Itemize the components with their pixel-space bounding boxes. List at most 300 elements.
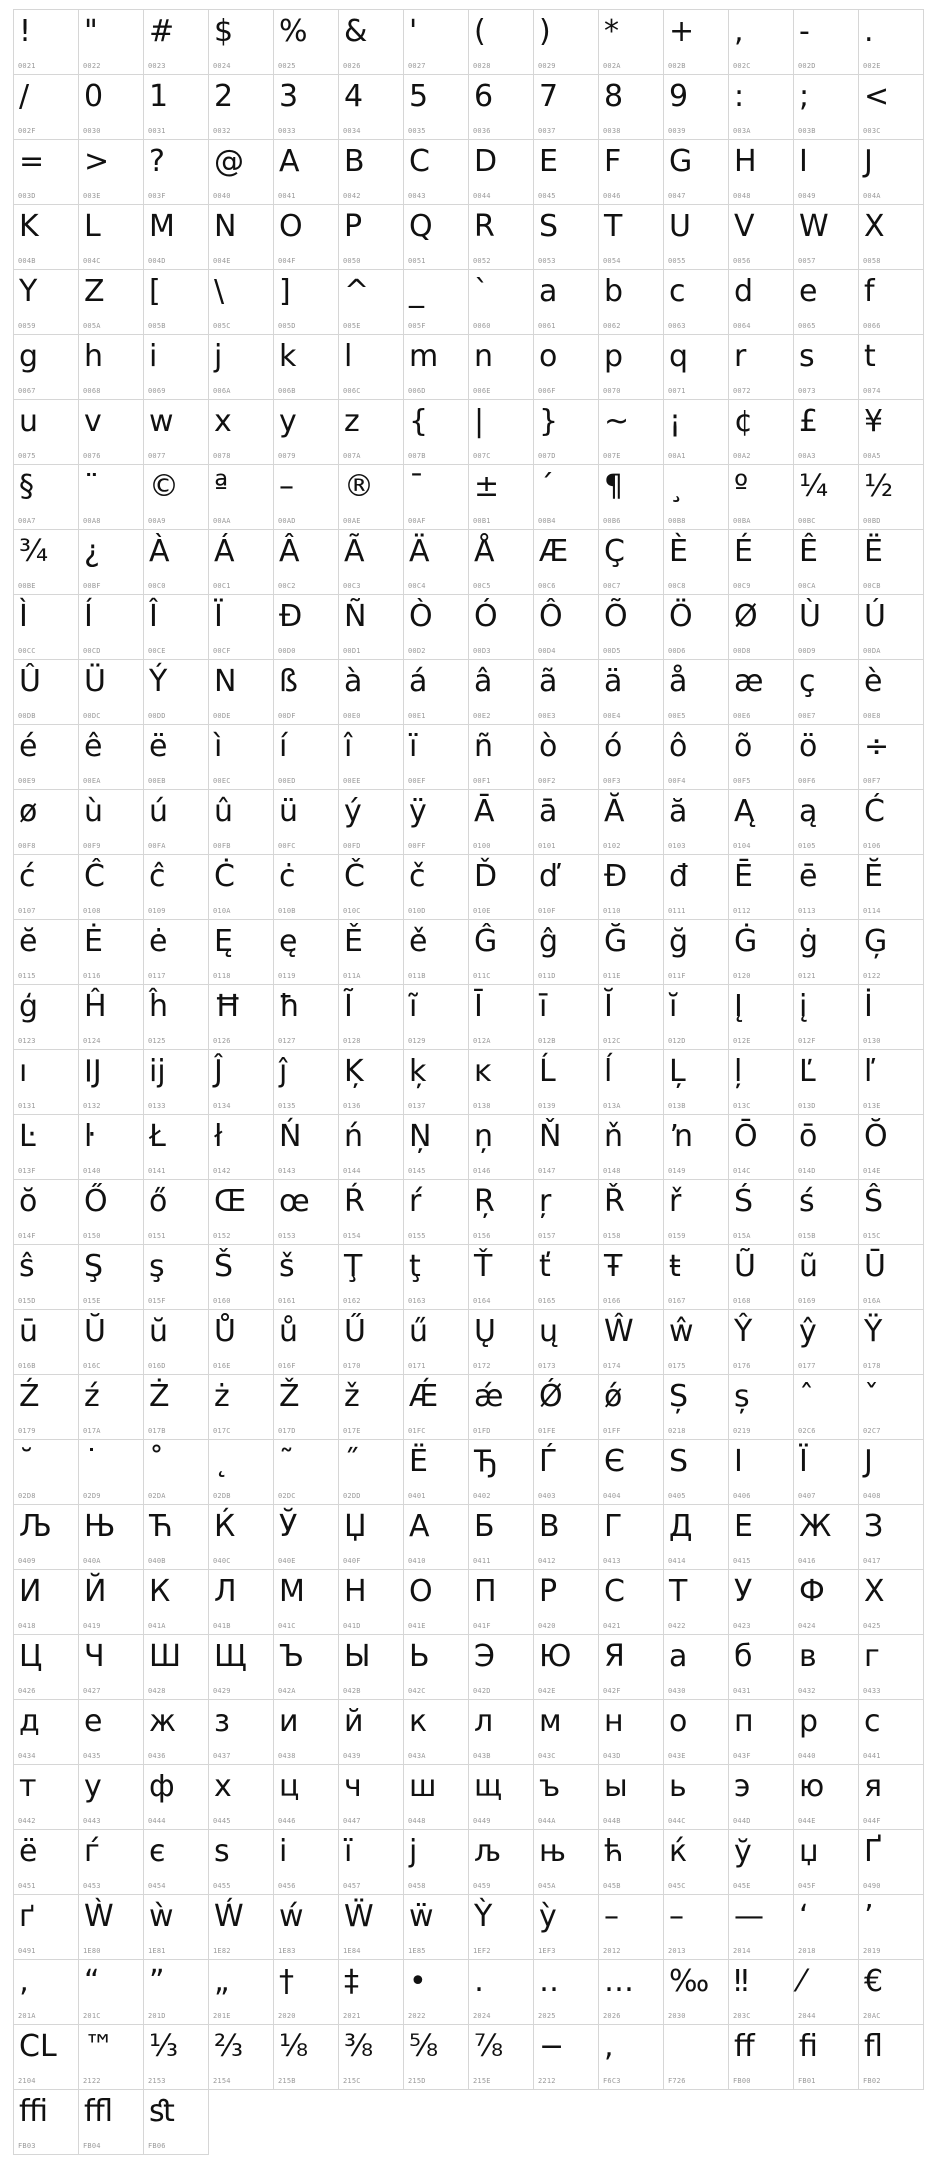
glyph-character: Ļ xyxy=(669,1054,686,1089)
glyph-cell xyxy=(14,1570,79,1635)
glyph-cell xyxy=(14,530,79,595)
glyph-character: q xyxy=(669,339,689,374)
glyph-cell xyxy=(729,335,794,400)
glyph-cell xyxy=(859,2025,924,2090)
glyph-codepoint: 00BC xyxy=(798,517,816,525)
glyph-cell xyxy=(339,595,404,660)
glyph-character: . xyxy=(864,14,874,49)
glyph-cell xyxy=(664,2025,729,2090)
glyph-character: ґ xyxy=(19,1899,35,1934)
glyph-character: ċ xyxy=(279,859,296,894)
glyph-character: ì xyxy=(214,729,223,764)
glyph-cell xyxy=(14,1505,79,1570)
glyph-character: a xyxy=(539,274,558,309)
glyph-character: ǽ xyxy=(474,1379,504,1414)
glyph-character: Ķ xyxy=(344,1054,364,1089)
glyph-cell xyxy=(339,1180,404,1245)
glyph-cell xyxy=(14,1375,79,1440)
glyph-cell xyxy=(729,1050,794,1115)
glyph-character: у xyxy=(84,1769,102,1804)
glyph-codepoint: 1EF2 xyxy=(473,1947,491,1955)
glyph-character: O xyxy=(279,209,303,244)
glyph-codepoint: 00C9 xyxy=(733,582,751,590)
glyph-codepoint: 007B xyxy=(408,452,426,460)
glyph-codepoint: 040E xyxy=(278,1557,296,1565)
glyph-codepoint: 00C2 xyxy=(278,582,296,590)
glyph-character: „ xyxy=(214,1964,230,1999)
glyph-character: Ľ xyxy=(799,1054,816,1089)
glyph-character: ö xyxy=(799,729,818,764)
glyph-cell xyxy=(729,75,794,140)
glyph-codepoint: 0032 xyxy=(213,127,231,135)
glyph-cell xyxy=(859,985,924,1050)
glyph-codepoint: 0422 xyxy=(668,1622,686,1630)
glyph-codepoint: 012B xyxy=(538,1037,556,1045)
glyph-character: … xyxy=(604,1964,634,1999)
glyph-character: Ù xyxy=(799,599,821,634)
glyph-character: m xyxy=(409,339,439,374)
glyph-codepoint: 00FC xyxy=(278,842,296,850)
glyph-character: – xyxy=(604,1899,619,1934)
glyph-codepoint: 0445 xyxy=(213,1817,231,1825)
glyph-cell xyxy=(14,270,79,335)
glyph-character: { xyxy=(409,404,429,439)
glyph-cell xyxy=(209,985,274,1050)
glyph-codepoint: 006B xyxy=(278,387,296,395)
glyph-codepoint: 0419 xyxy=(83,1622,101,1630)
glyph-cell xyxy=(339,400,404,465)
glyph-character: Ẁ xyxy=(84,1899,114,1934)
glyph-cell xyxy=(664,920,729,985)
glyph-cell xyxy=(209,465,274,530)
glyph-cell xyxy=(469,1960,534,2025)
glyph-cell xyxy=(209,1960,274,2025)
glyph-codepoint: 0074 xyxy=(863,387,881,395)
glyph-codepoint: 0101 xyxy=(538,842,556,850)
glyph-codepoint: 0436 xyxy=(148,1752,166,1760)
glyph-character: Ċ xyxy=(214,859,235,894)
glyph-character: М xyxy=(279,1574,305,1609)
glyph-character: Ä xyxy=(409,534,430,569)
glyph-cell xyxy=(469,75,534,140)
glyph-character: Х xyxy=(864,1574,885,1609)
glyph-character: Ъ xyxy=(279,1639,304,1674)
glyph-cell xyxy=(209,660,274,725)
glyph-codepoint: 0104 xyxy=(733,842,751,850)
glyph-cell xyxy=(209,855,274,920)
glyph-character: Ŧ xyxy=(604,1249,623,1284)
glyph-codepoint: 0066 xyxy=(863,322,881,330)
glyph-cell xyxy=(794,790,859,855)
glyph-codepoint: 02D8 xyxy=(18,1492,36,1500)
glyph-character: ä xyxy=(604,664,623,699)
glyph-cell xyxy=(469,1180,534,1245)
glyph-character: Ű xyxy=(344,1314,366,1349)
glyph-character: Ő xyxy=(84,1184,108,1219)
glyph-cell xyxy=(14,1765,79,1830)
glyph-character: † xyxy=(279,1964,294,1999)
glyph-cell xyxy=(859,1375,924,1440)
glyph-character: “ xyxy=(84,1964,100,1999)
glyph-codepoint: 016C xyxy=(83,1362,101,1370)
glyph-character: 0 xyxy=(84,79,104,114)
glyph-codepoint: 043A xyxy=(408,1752,426,1760)
glyph-character: W xyxy=(799,209,829,244)
glyph-cell xyxy=(729,1635,794,1700)
glyph-codepoint: 0053 xyxy=(538,257,556,265)
glyph-cell xyxy=(859,1245,924,1310)
glyph-cell xyxy=(79,75,144,140)
glyph-codepoint: 0160 xyxy=(213,1297,231,1305)
glyph-character: Ǿ xyxy=(539,1379,563,1414)
glyph-character: J xyxy=(864,144,873,179)
glyph-character: Q xyxy=(409,209,433,244)
glyph-codepoint: 00D5 xyxy=(603,647,621,655)
glyph-cell xyxy=(469,530,534,595)
glyph-character: Ě xyxy=(344,924,363,959)
glyph-character: N xyxy=(214,209,237,244)
glyph-cell xyxy=(534,1570,599,1635)
glyph-cell xyxy=(794,1960,859,2025)
glyph-cell xyxy=(859,465,924,530)
glyph-character: Ø xyxy=(734,599,758,634)
glyph-codepoint: 2020 xyxy=(278,2012,296,2020)
glyph-character: ŏ xyxy=(19,1184,38,1219)
glyph-codepoint: 00E7 xyxy=(798,712,816,720)
glyph-cell xyxy=(859,1830,924,1895)
glyph-cell xyxy=(404,1245,469,1310)
glyph-cell xyxy=(469,985,534,1050)
glyph-cell xyxy=(209,595,274,660)
glyph-cell xyxy=(664,205,729,270)
glyph-cell xyxy=(274,1700,339,1765)
glyph-codepoint: 0153 xyxy=(278,1232,296,1240)
glyph-cell xyxy=(794,400,859,465)
glyph-codepoint: 011E xyxy=(603,972,621,980)
glyph-codepoint: 0163 xyxy=(408,1297,426,1305)
glyph-character: И xyxy=(19,1574,42,1609)
glyph-codepoint: 006E xyxy=(473,387,491,395)
glyph-character: î xyxy=(344,729,353,764)
glyph-cell xyxy=(274,335,339,400)
glyph-codepoint: 0137 xyxy=(408,1102,426,1110)
glyph-codepoint: 0141 xyxy=(148,1167,166,1175)
glyph-character: + xyxy=(669,14,695,49)
glyph-character: к xyxy=(409,1704,428,1739)
glyph-cell xyxy=(79,530,144,595)
glyph-codepoint: 0123 xyxy=(18,1037,36,1045)
glyph-cell xyxy=(469,855,534,920)
glyph-cell xyxy=(339,1895,404,1960)
glyph-cell xyxy=(729,1505,794,1570)
glyph-codepoint: 0115 xyxy=(18,972,36,980)
glyph-character: 4 xyxy=(344,79,364,114)
glyph-character: ˛ xyxy=(214,1444,229,1479)
glyph-codepoint: 006F xyxy=(538,387,556,395)
glyph-cell xyxy=(534,985,599,1050)
glyph-character: ⅞ xyxy=(474,2029,504,2064)
glyph-character: E xyxy=(539,144,558,179)
glyph-codepoint: 0428 xyxy=(148,1687,166,1695)
glyph-cell xyxy=(729,2025,794,2090)
glyph-character: r xyxy=(734,339,747,374)
glyph-character: м xyxy=(539,1704,562,1739)
glyph-codepoint: 01FC xyxy=(408,1427,426,1435)
glyph-character: ± xyxy=(474,469,500,504)
glyph-character: Ĉ xyxy=(84,859,105,894)
glyph-character: s xyxy=(799,339,815,374)
glyph-codepoint: 0407 xyxy=(798,1492,816,1500)
glyph-cell xyxy=(794,595,859,660)
glyph-cell xyxy=(339,1310,404,1375)
glyph-codepoint: 0456 xyxy=(278,1882,296,1890)
glyph-cell xyxy=(729,1440,794,1505)
glyph-cell xyxy=(79,725,144,790)
glyph-codepoint: 1E84 xyxy=(343,1947,361,1955)
glyph-codepoint: 0421 xyxy=(603,1622,621,1630)
glyph-codepoint: 0459 xyxy=(473,1882,491,1890)
glyph-cell xyxy=(664,1310,729,1375)
glyph-codepoint: 0130 xyxy=(863,1037,881,1045)
glyph-codepoint: 0406 xyxy=(733,1492,751,1500)
glyph-cell xyxy=(144,270,209,335)
glyph-codepoint: 0063 xyxy=(668,322,686,330)
glyph-cell xyxy=(599,2025,664,2090)
glyph-codepoint: 003E xyxy=(83,192,101,200)
glyph-character: Ќ xyxy=(214,1509,236,1544)
glyph-codepoint: 0038 xyxy=(603,127,621,135)
glyph-cell xyxy=(79,1115,144,1180)
glyph-codepoint: 215C xyxy=(343,2077,361,2085)
glyph-cell xyxy=(664,1570,729,1635)
glyph-codepoint: 0168 xyxy=(733,1297,751,1305)
glyph-cell xyxy=(664,790,729,855)
glyph-character: ﬁ xyxy=(799,2029,818,2064)
glyph-codepoint: 00FA xyxy=(148,842,166,850)
glyph-codepoint: 00CD xyxy=(83,647,101,655)
glyph-character: CL xyxy=(19,2029,57,2064)
glyph-codepoint: 0132 xyxy=(83,1102,101,1110)
glyph-character: ê xyxy=(84,729,103,764)
glyph-character: i xyxy=(149,339,158,374)
glyph-cell xyxy=(339,530,404,595)
glyph-codepoint: 0047 xyxy=(668,192,686,200)
glyph-codepoint: 00A2 xyxy=(733,452,751,460)
glyph-cell xyxy=(599,335,664,400)
glyph-cell xyxy=(664,140,729,205)
glyph-cell xyxy=(14,75,79,140)
glyph-cell xyxy=(144,1960,209,2025)
glyph-character: ș xyxy=(734,1379,750,1414)
glyph-cell xyxy=(274,75,339,140)
glyph-cell xyxy=(469,270,534,335)
glyph-character: е xyxy=(84,1704,103,1739)
glyph-cell xyxy=(534,2025,599,2090)
glyph-cell xyxy=(79,1635,144,1700)
glyph-cell xyxy=(729,595,794,660)
glyph-cell xyxy=(14,1245,79,1310)
glyph-cell xyxy=(14,855,79,920)
glyph-codepoint: 00D8 xyxy=(733,647,751,655)
glyph-codepoint: 00AA xyxy=(213,517,231,525)
glyph-character: < xyxy=(864,79,890,114)
glyph-character: ї xyxy=(344,1834,353,1869)
glyph-cell xyxy=(469,920,534,985)
glyph-character: ѕ xyxy=(214,1834,230,1869)
glyph-codepoint: 2014 xyxy=(733,1947,751,1955)
glyph-character: ľ xyxy=(864,1054,876,1089)
glyph-codepoint: 012A xyxy=(473,1037,491,1045)
glyph-cell xyxy=(859,1115,924,1180)
glyph-codepoint: 0039 xyxy=(668,127,686,135)
glyph-codepoint: 0100 xyxy=(473,842,491,850)
glyph-character: Z xyxy=(84,274,105,309)
glyph-cell xyxy=(599,1765,664,1830)
glyph-cell xyxy=(599,205,664,270)
glyph-cell xyxy=(144,10,209,75)
glyph-codepoint: 0054 xyxy=(603,257,621,265)
glyph-character: ť xyxy=(539,1249,551,1284)
glyph-codepoint: 002C xyxy=(733,62,751,70)
glyph-character: Џ xyxy=(344,1509,367,1544)
glyph-character: Š xyxy=(214,1249,234,1284)
glyph-codepoint: 0409 xyxy=(18,1557,36,1565)
glyph-character: н xyxy=(604,1704,624,1739)
glyph-cell xyxy=(534,530,599,595)
glyph-character: Ì xyxy=(19,599,28,634)
glyph-codepoint: 0403 xyxy=(538,1492,556,1500)
glyph-cell xyxy=(729,725,794,790)
glyph-codepoint: 013B xyxy=(668,1102,686,1110)
glyph-codepoint: 0144 xyxy=(343,1167,361,1175)
glyph-codepoint: 014F xyxy=(18,1232,36,1240)
glyph-cell xyxy=(599,1180,664,1245)
glyph-cell xyxy=(599,140,664,205)
glyph-character: ˜ xyxy=(279,1444,294,1479)
glyph-character: t xyxy=(864,339,876,374)
glyph-character: n xyxy=(474,339,494,374)
glyph-cell xyxy=(469,1245,534,1310)
glyph-codepoint: 00C1 xyxy=(213,582,231,590)
glyph-character: ĳ xyxy=(149,1054,166,1089)
glyph-character: ÿ xyxy=(409,794,427,829)
glyph-cell xyxy=(664,595,729,660)
glyph-codepoint: 041C xyxy=(278,1622,296,1630)
glyph-codepoint: 2122 xyxy=(83,2077,101,2085)
glyph-codepoint: 0068 xyxy=(83,387,101,395)
glyph-character: Â xyxy=(279,534,300,569)
glyph-character: ж xyxy=(149,1704,177,1739)
glyph-character: đ xyxy=(669,859,689,894)
glyph-character: п xyxy=(734,1704,754,1739)
glyph-cell xyxy=(599,1375,664,1440)
glyph-codepoint: 00C0 xyxy=(148,582,166,590)
glyph-codepoint: 2153 xyxy=(148,2077,166,2085)
glyph-character: M xyxy=(149,209,175,244)
glyph-character: [ xyxy=(149,274,161,309)
glyph-cell xyxy=(469,1050,534,1115)
glyph-character: ţ xyxy=(409,1249,421,1284)
glyph-codepoint: 041D xyxy=(343,1622,361,1630)
glyph-codepoint: 010D xyxy=(408,907,426,915)
glyph-character: Ô xyxy=(539,599,563,634)
glyph-character: ‰ xyxy=(669,1964,710,1999)
glyph-codepoint: 00F2 xyxy=(538,777,556,785)
glyph-codepoint: 0027 xyxy=(408,62,426,70)
glyph-cell xyxy=(144,1245,209,1310)
glyph-cell xyxy=(534,335,599,400)
glyph-codepoint: 0424 xyxy=(798,1622,816,1630)
glyph-codepoint: 0135 xyxy=(278,1102,296,1110)
glyph-cell xyxy=(404,205,469,270)
glyph-codepoint: 044E xyxy=(798,1817,816,1825)
glyph-cell xyxy=(794,1050,859,1115)
glyph-character: џ xyxy=(799,1834,819,1869)
glyph-cell xyxy=(729,855,794,920)
glyph-character: } xyxy=(539,404,559,439)
glyph-cell xyxy=(339,205,404,270)
glyph-character: Ï xyxy=(214,599,223,634)
glyph-codepoint: 01FD xyxy=(473,1427,491,1435)
glyph-character: ч xyxy=(344,1769,362,1804)
glyph-cell xyxy=(469,725,534,790)
glyph-cell xyxy=(599,270,664,335)
glyph-codepoint: 014E xyxy=(863,1167,881,1175)
glyph-codepoint: 215B xyxy=(278,2077,296,2085)
glyph-cell xyxy=(79,595,144,660)
glyph-codepoint: 0105 xyxy=(798,842,816,850)
glyph-character: Ġ xyxy=(734,924,758,959)
glyph-codepoint: 00EE xyxy=(343,777,361,785)
glyph-cell xyxy=(144,920,209,985)
glyph-codepoint: 00E5 xyxy=(668,712,686,720)
glyph-character: ¶ xyxy=(604,469,624,504)
glyph-character: ñ xyxy=(474,729,494,764)
glyph-codepoint: 006D xyxy=(408,387,426,395)
glyph-cell xyxy=(144,2025,209,2090)
glyph-codepoint: 011C xyxy=(473,972,491,980)
glyph-codepoint: 0031 xyxy=(148,127,166,135)
glyph-cell xyxy=(144,140,209,205)
glyph-character: è xyxy=(864,664,883,699)
glyph-codepoint: 0148 xyxy=(603,1167,621,1175)
glyph-cell xyxy=(79,1375,144,1440)
glyph-codepoint: 0442 xyxy=(18,1817,36,1825)
glyph-codepoint: 003C xyxy=(863,127,881,135)
glyph-character: ! xyxy=(19,14,32,49)
glyph-cell xyxy=(664,1895,729,1960)
glyph-character: ﬃ xyxy=(19,2094,49,2129)
glyph-codepoint: 0455 xyxy=(213,1882,231,1890)
glyph-character: ň xyxy=(604,1119,624,1154)
glyph-cell xyxy=(794,1505,859,1570)
glyph-cell xyxy=(14,1115,79,1180)
glyph-codepoint: 040F xyxy=(343,1557,361,1565)
glyph-cell xyxy=(404,2025,469,2090)
glyph-cell xyxy=(339,660,404,725)
glyph-cell xyxy=(144,855,209,920)
glyph-cell xyxy=(274,2025,339,2090)
glyph-cell xyxy=(794,2025,859,2090)
glyph-codepoint: 0042 xyxy=(343,192,361,200)
glyph-character: ẅ xyxy=(409,1899,434,1934)
glyph-cell xyxy=(209,10,274,75)
glyph-character: ă xyxy=(669,794,688,829)
glyph-character: ź xyxy=(84,1379,100,1414)
glyph-codepoint: 016D xyxy=(148,1362,166,1370)
glyph-codepoint: 0044 xyxy=(473,192,491,200)
glyph-character: ŕ xyxy=(409,1184,422,1219)
